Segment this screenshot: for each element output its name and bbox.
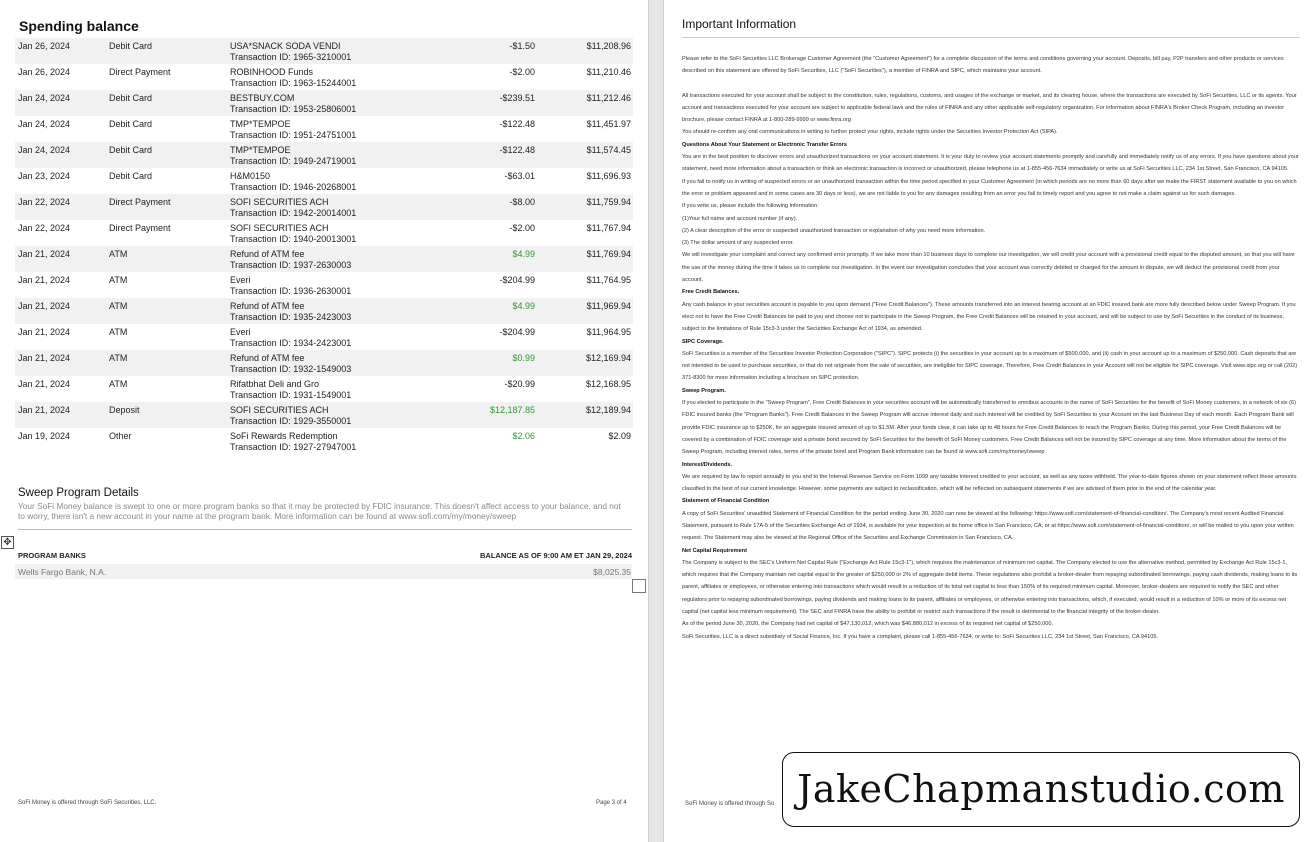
transaction-row — [15, 350, 633, 376]
transaction-row — [15, 324, 633, 350]
transaction-type: Debit Card — [109, 41, 153, 51]
important-information-body — [682, 53, 1300, 643]
transaction-amount: -$2.00 — [509, 223, 535, 233]
transaction-date: Jan 26, 2024 — [18, 41, 71, 51]
transaction-amount: $4.99 — [512, 249, 535, 259]
paragraph: We are required by law to report annually to you and to the Internal Revenue Service on Form 1099 any taxable interest credited to your account, as well as any taxes withheld. The year-to-date figures shown on your statement reflect these amounts classified to the best of our current knowledge. However, some payments are subject to reclassification, which will be reflected on subsequent statements if we are advised of them prior to the end of the calendar year. — [682, 473, 1297, 493]
transaction-balance: $12,168.95 — [585, 379, 631, 389]
transaction-description: Rifatbhat Deli and Gro — [230, 379, 320, 389]
transaction-description: USA*SNACK SODA VENDI — [230, 41, 341, 51]
transaction-row — [15, 116, 633, 142]
transaction-description: Everi — [230, 275, 251, 285]
footer-disclaimer: SoFi Money is offered through SoFi Securities, LLC. — [18, 800, 157, 806]
transaction-id: Transaction ID: 1965-3210001 — [230, 52, 352, 62]
paragraph: As of the period June 30, 2020, the Company had net capital of $47,130,012, which was $46,880,012 in excess of its required net capital of $250,000. — [682, 621, 1053, 628]
sweep-program-text: Your SoFi Money balance is swept to one or more program banks so that it may be protected by FDIC insurance. This doesn't affect access to your balance, and not to worry, there isn't a new account in your name at the program bank. More information can be found at www.sofi.com/my/money/sweep — [18, 501, 621, 521]
transaction-amount: -$122.48 — [499, 145, 535, 155]
transaction-row — [15, 38, 633, 64]
section-heading: SIPC Coverage. — [682, 338, 724, 345]
page-number: Page 3 of 4 — [596, 800, 627, 806]
transaction-balance: $2.09 — [608, 431, 631, 441]
transaction-date: Jan 24, 2024 — [18, 145, 71, 155]
table-resize-handle[interactable] — [632, 579, 646, 593]
transaction-amount: -$204.99 — [499, 327, 535, 337]
transaction-date: Jan 22, 2024 — [18, 197, 71, 207]
important-information-title: Important Information — [682, 17, 797, 31]
transaction-description: TMP*TEMPOE — [230, 145, 291, 155]
transaction-row — [15, 428, 633, 454]
transaction-balance: $11,767.94 — [586, 223, 631, 233]
paragraph: We will investigate your complaint and correct any confirmed error promptly. If we take more than 10 business days to complete our investigation, we will credit your account with a provisional credit equal to the disputed amount, so that you will have the use of the money during the time it takes us to complete our investigation. In the event our investigation concludes that your account was correctly debited or charged for the amount in dispute, we will deduct the provisional credit from your account. — [682, 252, 1295, 284]
transaction-row — [15, 220, 633, 246]
transaction-row — [15, 376, 633, 402]
transaction-type: Direct Payment — [109, 197, 171, 207]
transaction-balance: $11,696.93 — [586, 171, 631, 181]
transaction-balance: $12,189.94 — [585, 405, 631, 415]
transaction-amount: -$204.99 — [499, 275, 535, 285]
transaction-type: Other — [109, 431, 132, 441]
transaction-id: Transaction ID: 1935-2423003 — [230, 312, 352, 322]
transaction-date: Jan 23, 2024 — [18, 171, 71, 181]
paragraph: Please refer to the SoFi Securities LLC Brokerage Customer Agreement (the "Customer Agreement") for a complete discussion of the terms and conditions governing your account. Deposits, bill pay, P2P transfers and other products or services described on this statement are offered by SoFi Securities, LLC ("SoFi Securities"), a member of FINRA and SIPC, which maintains your account. — [682, 56, 1284, 75]
transaction-id: Transaction ID: 1932-1549003 — [230, 364, 352, 374]
transaction-description: BESTBUY.COM — [230, 93, 295, 103]
transaction-balance: $12,169.94 — [585, 353, 631, 363]
transaction-description: Refund of ATM fee — [230, 301, 305, 311]
transaction-description: Refund of ATM fee — [230, 249, 305, 259]
transaction-type: ATM — [109, 327, 128, 337]
transaction-type: Direct Payment — [109, 223, 171, 233]
transaction-row — [15, 298, 633, 324]
transaction-id: Transaction ID: 1946-20268001 — [230, 182, 357, 192]
transactions-table — [15, 38, 633, 454]
section-heading: Net Capital Requirement — [682, 547, 747, 554]
transaction-type: ATM — [109, 249, 128, 259]
section-heading: Questions About Your Statement or Electronic Transfer Errors — [682, 141, 847, 148]
section-heading: Statement of Financial Condition — [682, 498, 770, 505]
transaction-amount: -$20.99 — [504, 379, 535, 389]
transaction-id: Transaction ID: 1953-25806001 — [230, 104, 357, 114]
paragraph: You are in the best position to discover errors and unauthorized transactions on your account statement. It is your duty to review your account statements promptly and carefully and immediately notify us of any errors. If you have questions about your statement, need more information about a transaction or think an electronic transaction is incorrect or unauthorized, please telephone us at 1-855-456-7634 immediately or write us at SoFi Securities LLC, 234 1st Street, San Francisco, CA 94105. — [682, 154, 1299, 173]
transaction-amount: -$122.48 — [499, 119, 535, 129]
transaction-balance: $11,208.96 — [586, 41, 631, 51]
transaction-amount: -$239.51 — [499, 93, 535, 103]
balance-as-of-header: BALANCE AS OF 9:00 AM ET JAN 29, 2024 — [480, 551, 632, 560]
paragraph: If you write us, please include the following information: — [682, 203, 819, 210]
paragraph: All transactions executed for your account shall be subject to the constitution, rules, regulations, customs, and usages of the exchange or market, and its clearing house, where the transactions are executed by SoFi Securities, LLC or its agents. Your account and transactions executed for your account are subject to applicable federal laws and the rules of FINRA and any other applicable self-regulatory organization. For information about FINRA's Broker Check Program, including an investor brochure, please contact FINRA at 1-800-289-9999 or www.finra.org — [682, 92, 1297, 124]
transaction-date: Jan 21, 2024 — [18, 379, 71, 389]
transaction-id: Transaction ID: 1942-20014001 — [230, 208, 357, 218]
transaction-balance: $11,759.94 — [586, 197, 631, 207]
transaction-type: Debit Card — [109, 145, 153, 155]
transaction-balance: $11,212.46 — [586, 93, 631, 103]
transaction-id: Transaction ID: 1934-2423001 — [230, 338, 352, 348]
transaction-id: Transaction ID: 1949-24719001 — [230, 156, 357, 166]
section-heading: Free Credit Balances. — [682, 289, 740, 296]
transaction-row — [15, 402, 633, 428]
paragraph: If you fail to notify us in writing of suspected errors or an unauthorized transaction within the time period specified in your Customer Agreement (in which periods are no more than 60 days after we make the FIRST statement available to you on which the error or problem appeared and in some cases are 30 days or less), we are not liable to you for any damages resulting from an error you fail to timely report and you agree to not make a claim against us for such damages. — [682, 178, 1297, 197]
transaction-type: Debit Card — [109, 93, 153, 103]
transaction-amount: -$2.00 — [509, 67, 535, 77]
bank-name: Wells Fargo Bank, N.A. — [18, 567, 107, 577]
transaction-row — [15, 272, 633, 298]
paragraph: SoFi Securities, LLC is a direct subsidiary of Social Finance, Inc. If you have a complaint, please call 1-855-456-7634, or write to: SoFi Securities LLC, 234 1st Street, San Francisco, CA 94105. — [682, 633, 1159, 640]
transaction-id: Transaction ID: 1927-27947001 — [230, 442, 357, 452]
transaction-description: Refund of ATM fee — [230, 353, 305, 363]
statement-page-3 — [0, 0, 648, 842]
transaction-row — [15, 246, 633, 272]
transaction-date: Jan 24, 2024 — [18, 93, 71, 103]
transaction-balance: $11,451.97 — [586, 119, 631, 129]
transaction-row — [15, 168, 633, 194]
transaction-id: Transaction ID: 1937-2630003 — [230, 260, 352, 270]
transaction-row — [15, 194, 633, 220]
transaction-description: TMP*TEMPOE — [230, 119, 291, 129]
paragraph: (1)Your full name and account number (if any). — [682, 215, 798, 222]
paragraph: You should re-confirm any oral communications in writing to further protect your rights, include rights under the Securities Investor Protection Act (SIPA). — [682, 129, 1058, 136]
transaction-row — [15, 64, 633, 90]
transaction-row — [15, 142, 633, 168]
transaction-type: Deposit — [109, 405, 140, 415]
transaction-id: Transaction ID: 1929-3550001 — [230, 416, 352, 426]
transaction-description: SOFI SECURITIES ACH — [230, 223, 329, 233]
transaction-description: SOFI SECURITIES ACH — [230, 405, 329, 415]
transaction-balance: $11,210.46 — [586, 67, 631, 77]
transaction-balance: $11,769.94 — [586, 249, 631, 259]
transaction-type: ATM — [109, 275, 128, 285]
transaction-date: Jan 24, 2024 — [18, 119, 71, 129]
bank-balance: $8,025.35 — [593, 567, 631, 577]
page-gutter — [648, 0, 664, 842]
transaction-description: SoFi Rewards Redemption — [230, 431, 338, 441]
divider — [18, 529, 632, 530]
spending-balance-title: Spending balance — [19, 18, 139, 34]
transaction-amount: -$63.01 — [504, 171, 535, 181]
sweep-program-title: Sweep Program Details — [18, 487, 139, 499]
transaction-id: Transaction ID: 1963-15244001 — [230, 78, 357, 88]
section-heading: Interest/Dividends. — [682, 461, 733, 468]
transaction-type: Debit Card — [109, 171, 153, 181]
transaction-amount: $12,187.85 — [489, 405, 535, 415]
paragraph: SoFi Securities is a member of the Securities Investor Protection Corporation ("SIPC"). SIPC protects (i) the securities in your account up to a maximum of $500,000, and (ii) cash in your account up to a maximum of $250,000. Cash deposits that are not intended to be used to purchase securities, or that do not originate from the sale of securities, are ineligible for SIPC coverage. Therefore, Free Credit Balances in your Account will not be eligible for SIPC coverage. Visit www.sipc.org or call (202) 371-8300 for more information including a brochure on SIPC protection. — [682, 350, 1298, 382]
transaction-id: Transaction ID: 1936-2630001 — [230, 286, 352, 296]
paragraph: (3) The dollar amount of any suspected error. — [682, 240, 794, 247]
paragraph: A copy of SoFi Securities' unaudited Statement of Financial Condition for the period ending June 30, 2020 can now be viewed at the following: https://www.sofi.com/statement-of-financial-condition/. The Company's most recent Audited Financial Statement, pursuant to Rule 17A-5 of the Securities Exchange Act of 1934, is available for your inspection at its home office in San Francisco, CA, or at https://www.sofi.com/statement-of-financial-condition/, or will be mailed to you upon your written request. The Statement may also be viewed at the Regional Office of the Securities and Exchange Commission in San Francisco, CA. — [682, 510, 1294, 542]
transaction-date: Jan 22, 2024 — [18, 223, 71, 233]
transaction-amount: $0.99 — [512, 353, 535, 363]
program-banks-header: PROGRAM BANKS — [18, 551, 86, 560]
table-move-handle-icon[interactable]: ✥ — [1, 536, 14, 549]
transaction-description: ROBINHOOD Funds — [230, 67, 314, 77]
transaction-date: Jan 21, 2024 — [18, 327, 71, 337]
transaction-description: SOFI SECURITIES ACH — [230, 197, 329, 207]
transaction-date: Jan 21, 2024 — [18, 301, 71, 311]
statement-page-4 — [664, 0, 1315, 842]
divider — [682, 37, 1300, 38]
transaction-id: Transaction ID: 1951-24751001 — [230, 130, 357, 140]
transaction-amount: -$8.00 — [509, 197, 535, 207]
transaction-description: H&M0150 — [230, 171, 271, 181]
transaction-date: Jan 26, 2024 — [18, 67, 71, 77]
paragraph: Any cash balance in your securities account is payable to you upon demand ("Free Credit Balances"). These amounts transferred into an interest bearing account at an FDIC insured bank are more fully described below under Sweep Program. If you elect not to have the Free Credit Balances be paid to you and choose not to participate in the Sweep Program, the Free Credit Balances will be retained in your account, and will be subject to use by SoFi Securities in the conduct of its business, subject to the limitations of Rule 15c3-3 under the Securities Exchange Act of 1934, as amended. — [682, 301, 1296, 333]
transaction-balance: $11,969.94 — [586, 301, 631, 311]
transaction-row — [15, 90, 633, 116]
transaction-date: Jan 21, 2024 — [18, 275, 71, 285]
transaction-date: Jan 21, 2024 — [18, 405, 71, 415]
transaction-balance: $11,574.45 — [586, 145, 631, 155]
watermark: JakeChapmanstudio.com — [782, 752, 1300, 827]
transaction-amount: $2.06 — [512, 431, 535, 441]
paragraph: If you elected to participate in the "Sweep Program", Free Credit Balances in your securities account will be automatically transferred to omnibus accounts in the name of SoFi Securities for the benefit of SoFi Money customers, in a network of six (6) FDIC insured banks (the "Program Banks"). Free Credit Balances in the Sweep Program will accrue interest daily and such interest will be credited by SoFi Securities to your Account on the last Business Day of each month. Each Program Bank will provide FDIC insurance up to $250K, for an aggregate insured amount of up to $1.5M. After your funds clear, it can take up to 48 hours for Free Credit Balances to reach the Program Banks. During this period, your Free Credit Balances will be covered by a combination of FDIC coverage and a private bond secured by SoFi Securities for the benefit of SoFi Money customers. Free Credit Balances will not be insured by SIPC coverage at any time. More information about the terms of the Sweep Program, including interest rates, terms of the private bond and Program Bank information can be found at www.sofi.com/my/money/sweep — [682, 400, 1296, 456]
transaction-amount: -$1.50 — [509, 41, 535, 51]
transaction-amount: $4.99 — [512, 301, 535, 311]
transaction-type: ATM — [109, 353, 128, 363]
program-bank-row — [15, 564, 632, 579]
footer-disclaimer: SoFi Money is offered through So — [685, 801, 775, 807]
transaction-type: Debit Card — [109, 119, 153, 129]
transaction-description: Everi — [230, 327, 251, 337]
transaction-id: Transaction ID: 1931-1549001 — [230, 390, 352, 400]
paragraph: The Company is subject to the SEC's Uniform Net Capital Rule ("Exchange Act Rule 15c3-1"), which requires the maintenance of minimum net capital. The Company elected to use the alternative method, permitted by Exchange Act Rule 15c3-1, which requires that the Company maintain net capital equal to the greater of $250,000 or 2% of aggregate debit items. These regulations also prohibit a broker-dealer from repaying subordinated borrowings, paying cash dividends, making loans to its parent, affiliates or employees, or otherwise entering into transactions which would result in a reduction of its total net capital to less than 150% of its required minimum capital. Moreover, broker-dealers are required to notify the SEC and other regulators prior to repaying subordinated borrowings, paying dividends and making loans to its parent, affiliates or employees, or otherwise entering into transactions, which, if executed, would result in a reduction of 10% or more of its excess net capital (net capital less minimum requirement). The SEC and FINRA have the ability to prohibit or restrict such transactions if the result is detrimental to the financial integrity of the broker-dealer. — [682, 559, 1298, 616]
transaction-date: Jan 21, 2024 — [18, 249, 71, 259]
paragraph: (2) A clear description of the error or suspected unauthorized transaction or explanation of why you need more information. — [682, 227, 986, 234]
transaction-type: ATM — [109, 301, 128, 311]
transaction-balance: $11,764.95 — [586, 275, 631, 285]
transaction-id: Transaction ID: 1940-20013001 — [230, 234, 357, 244]
transaction-balance: $11,964.95 — [586, 327, 631, 337]
transaction-type: Direct Payment — [109, 67, 171, 77]
section-heading: Sweep Program. — [682, 387, 726, 394]
transaction-type: ATM — [109, 379, 128, 389]
transaction-date: Jan 19, 2024 — [18, 431, 71, 441]
transaction-date: Jan 21, 2024 — [18, 353, 71, 363]
